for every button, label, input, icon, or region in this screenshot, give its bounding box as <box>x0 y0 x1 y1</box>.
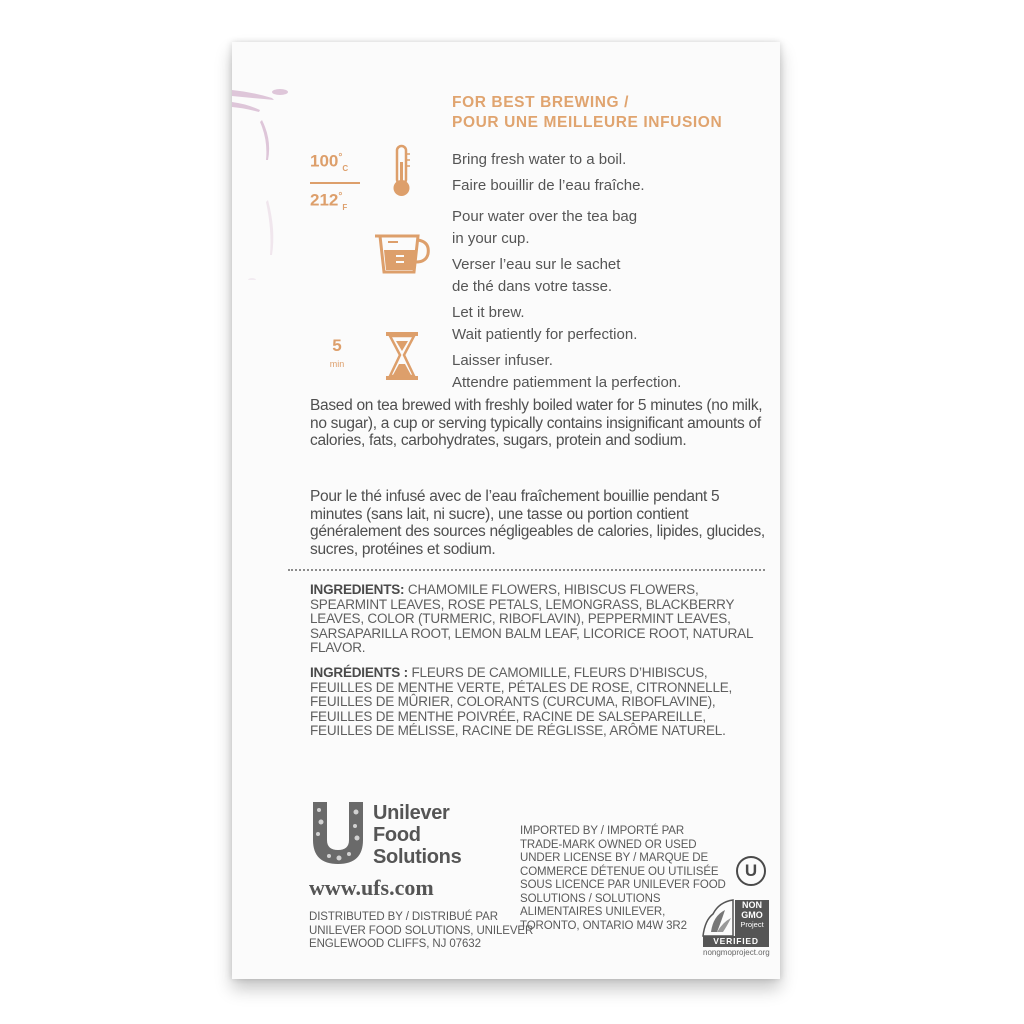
step2-text <box>452 206 637 298</box>
watercolor-splash-decoration <box>232 80 292 280</box>
imported-line3: UNDER LICENSE BY / MARQUE DE <box>520 852 709 864</box>
imported-line7: ALIMENTAIRES UNILEVER, <box>520 906 666 918</box>
step3-english-line2: Wait patiently for perfection. <box>452 326 638 343</box>
thermometer-icon <box>388 144 414 200</box>
ingredients-english-text: CHAMOMILE FLOWERS, HIBISCUS FLOWERS, SPEARMINT LEAVES, ROSE PETALS, LEMONGRASS, BLACKBERRY LEAVES, COLOR (TURMERIC, RIBOFLAVIN), PEPPERMINT LEAVES, SARSAPARILLA ROOT, LEMON BALM LEAF, LICORICE ROOT, NATURAL FLAVOR. <box>310 582 753 656</box>
imported-line1: IMPORTED BY / IMPORTÉ PAR <box>520 825 685 837</box>
ingredients-french <box>310 666 770 739</box>
nongmo-line1: NON <box>742 900 762 910</box>
nutrition-english: Based on tea brewed with freshly boiled water for 5 minutes (no milk, no sugar), a cup or serving typically contains insignificant amounts of calories, fats, carbohydrates, sugars, protein and sodium. <box>310 397 763 449</box>
brew-time-unit: min <box>329 359 345 369</box>
imported-by <box>520 825 726 933</box>
brand-line2: Food <box>373 824 421 846</box>
website: www.ufs.com <box>309 875 434 900</box>
temp-divider <box>310 182 360 184</box>
brewing-title <box>452 93 722 133</box>
temp-celsius-unit: C <box>342 164 349 174</box>
nongmo-text <box>735 900 769 930</box>
nongmo-line3: Project <box>740 920 764 929</box>
step2-french-line2: de thé dans votre tasse. <box>452 278 613 295</box>
imported-line8: TORONTO, ONTARIO M4W 3R2 <box>520 919 687 932</box>
ingredients-english-label: INGREDIENTS: <box>310 582 405 597</box>
step3-french-line1: Laisser infuser. <box>452 352 553 369</box>
step3-english-line1: Let it brew. <box>452 304 525 321</box>
unilever-logo-icon <box>309 800 367 866</box>
kosher-icon: U <box>736 856 766 886</box>
distributed-by <box>309 911 533 952</box>
brand-name <box>373 802 461 868</box>
hourglass-icon <box>384 331 420 381</box>
brew-time-value: 5 <box>332 336 342 355</box>
ingredients-english <box>310 583 770 656</box>
temp-fahrenheit: 212 <box>310 190 339 210</box>
brand-line3: Solutions <box>373 846 462 868</box>
ingredients-french-label: INGRÉDIENTS : <box>310 665 408 680</box>
nongmo-verified: VERIFIED <box>703 936 769 947</box>
distributed-line2: UNILEVER FOOD SOLUTIONS, UNILEVER <box>309 924 534 937</box>
distributed-line1: DISTRIBUTED BY / DISTRIBUÉ PAR <box>309 911 498 923</box>
ingredients-french-text: FLEURS DE CAMOMILLE, FLEURS D’HIBISCUS, FEUILLES DE MENTHE VERTE, PÉTALES DE ROSE, CITRONNELLE, FEUILLES DE MÛRIER, COLORANTS (CURCUMA, RIBOFLAVINE), FEUILLES DE MENTHE POIVRÉE, RACINE DE SALSEPAREILLE, FEUILLES DE MÉLISSE, RACINE DE RÉGLISSE, ARÔME NATUREL. <box>310 665 733 739</box>
measuring-cup-icon <box>374 232 434 276</box>
dotted-divider <box>288 569 765 571</box>
imported-line2: TRADE-MARK OWNED OR USED <box>520 838 697 851</box>
brewing-title-line1: FOR BEST BREWING / <box>452 94 629 111</box>
step1-french: Faire bouillir de l’eau fraîche. <box>452 177 645 194</box>
nongmo-url: nongmoproject.org <box>703 948 770 957</box>
imported-line4: COMMERCE DÉTENUE OU UTILISÉE <box>520 865 719 878</box>
nongmo-line2: GMO <box>741 910 763 920</box>
step3-text <box>452 302 681 394</box>
brand-line1: Unilever <box>373 802 450 824</box>
temp-fahrenheit-unit: F <box>342 203 348 213</box>
temp-celsius: 100 <box>310 151 339 171</box>
temperature-readout: $100^\circ_C$ $212^\circ_F$ <box>310 147 370 219</box>
step2-english-line2: in your cup. <box>452 230 530 247</box>
step3-french-line2: Attendre patiemment la perfection. <box>452 374 682 391</box>
step2-french-line1: Verser l’eau sur le sachet <box>452 256 621 273</box>
nongmo-badge <box>699 896 771 958</box>
imported-line5: SOUS LICENCE PAR UNILEVER FOOD <box>520 879 726 891</box>
step1-text <box>452 149 645 197</box>
distributed-line3: ENGLEWOOD CLIFFS, NJ 07632 <box>309 938 481 950</box>
brew-time <box>326 337 348 373</box>
imported-line6: SOLUTIONS / SOLUTIONS <box>520 892 661 905</box>
step1-english: Bring fresh water to a boil. <box>452 151 627 168</box>
nutrition-french: Pour le thé infusé avec de l’eau fraîchement bouillie pendant 5 minutes (sans lait, ni sucre), une tasse ou portion contient généralement des sources négligeables de calories, lipides, glucides, sucres, protéines et sodium. <box>310 488 765 558</box>
brewing-title-line2: POUR UNE MEILLEURE INFUSION <box>452 114 723 131</box>
step2-english-line1: Pour water over the tea bag <box>452 208 638 225</box>
